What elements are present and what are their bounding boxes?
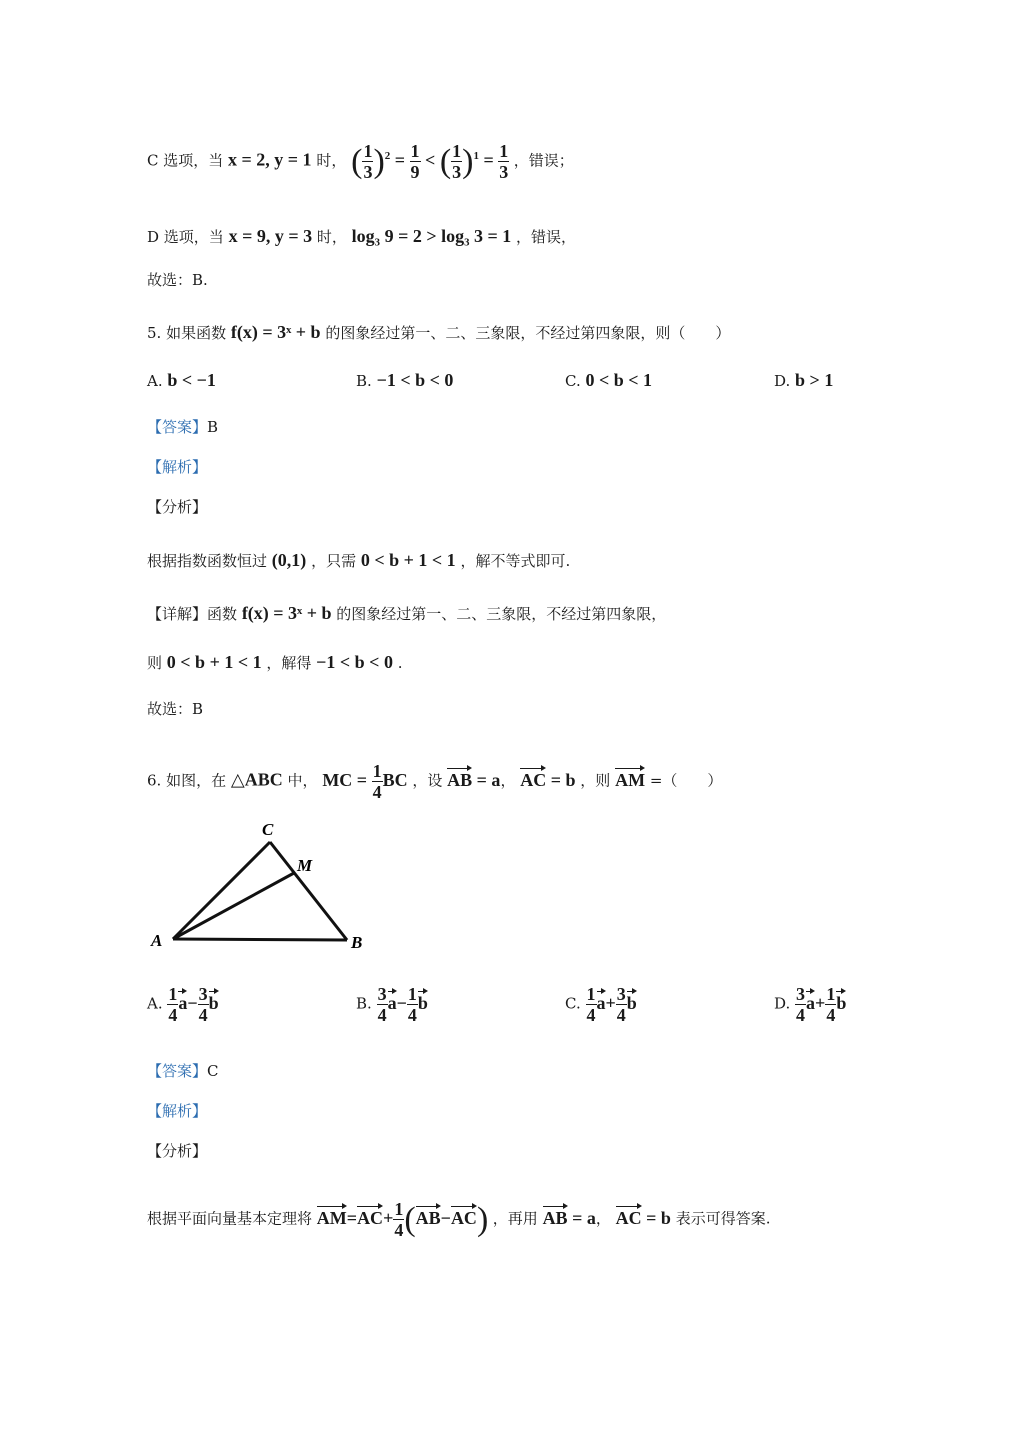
q5-analysis-tag: 【解析】: [147, 458, 208, 476]
q5-choose: 故选：B: [147, 700, 204, 718]
q5-detail: 【详解】函数 f(x) = 3ˣ + b 的图象经过第一、二、三象限，不经过第四象限，: [147, 603, 667, 623]
c-condition: x = 2, y = 1: [228, 149, 312, 170]
choose-line-1: 故选：B.: [147, 271, 208, 289]
q6-option-c: C. $\frac{1}{4}$ a+ $\frac{3}{4}$ b: [565, 984, 637, 1025]
q5-option-c: C. 0 < b < 1: [565, 370, 653, 390]
q5-solve: 则 0 < b + 1 < 1 ，解得 −1 < b < 0 .: [147, 652, 403, 672]
q6-fenxi-text: 根据平面向量基本定理将 AM=AC+ $\frac{1}{4}$ (AB−AC) ，再用 AB = a， AC = b 表示可得答案.: [147, 1199, 771, 1240]
q6-option-a: A. $\frac{1}{4}$ a− $\frac{3}{4}$ b: [147, 984, 219, 1025]
c-option-line: C 选项，当 x = 2, y = 1 时， ( $\frac{1}{3}$ )$^2$ = $\frac{1}{9}$ < ( $\frac{1}{3}$ )$^1$ = $\frac{1}{3}$ ，错误；: [147, 141, 574, 182]
label-m: M: [297, 856, 313, 875]
d-condition: x = 9, y = 3: [228, 226, 313, 246]
q5-fenxi-tag: 【分析】: [147, 498, 208, 516]
q6-fenxi-tag: 【分析】: [147, 1142, 208, 1160]
side-ac: [173, 842, 270, 939]
d-option-line: D 选项，当 x = 9, y = 3 时， log₃ 9 = 2 > log₃ 3 = 1 ，错误，: [147, 226, 577, 246]
q5-answer: 【答案】B: [147, 418, 219, 436]
triangle-figure: [145, 818, 385, 958]
q6-stem: 6. 如图，在 △ABC 中， MC = $\frac{1}{4}$ BC ，设 AB = a， AC = b ，则 AM =（ ）: [147, 761, 723, 802]
label-a: A: [151, 931, 163, 950]
q6-option-b: B. $\frac{3}{4}$ a− $\frac{1}{4}$ b: [356, 984, 428, 1025]
q5-option-b: B. −1 < b < 0: [356, 370, 454, 390]
label-c: C: [262, 820, 274, 839]
q5-fenxi-text: 根据指数函数恒过 (0,1) ，只需 0 < b + 1 < 1 ，解不等式即可.: [147, 550, 571, 570]
q6-answer: 【答案】C: [147, 1062, 219, 1080]
segment-am: [173, 873, 294, 939]
c-expression: ( $\frac{1}{3}$ )$^2$ = $\frac{1}{9}$ < ( $\frac{1}{3}$ )$^1$ = $\frac{1}{3}$: [351, 141, 509, 182]
q6-analysis-tag: 【解析】: [147, 1102, 208, 1120]
q5-option-a: A. b < −1: [147, 370, 216, 390]
side-ab: [173, 939, 347, 940]
q5-option-d: D. b > 1: [774, 370, 834, 390]
label-b: B: [351, 933, 363, 952]
d-expression: log₃ 9 = 2 > log₃ 3 = 1: [351, 226, 512, 246]
q6-option-d: D. $\frac{3}{4}$ a+ $\frac{1}{4}$ b: [774, 984, 847, 1025]
q5-stem: 5. 如果函数 f(x) = 3ˣ + b 的图象经过第一、二、三象限，不经过第四象限，则（ ）: [147, 322, 731, 342]
q5-function: f(x) = 3ˣ + b: [230, 322, 321, 342]
